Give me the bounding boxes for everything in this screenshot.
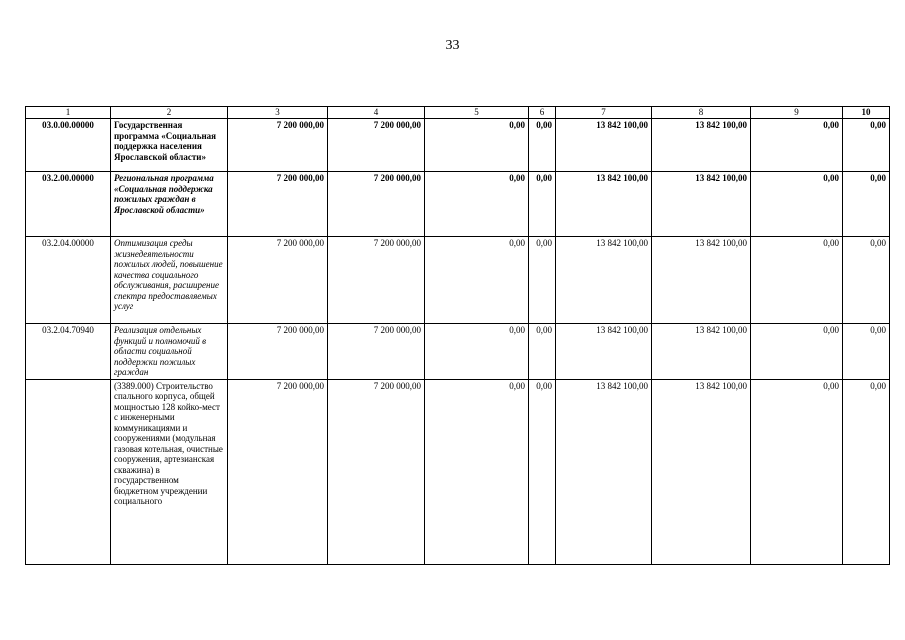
row-value: 7 200 000,00	[328, 237, 425, 324]
row-value: 13 842 100,00	[652, 379, 751, 564]
row-value: 7 200 000,00	[328, 172, 425, 237]
row-value: 0,00	[843, 324, 890, 380]
row-name: Региональная программа «Социальная поддержка пожилых граждан в Ярославской области»	[111, 172, 228, 237]
row-name: Реализация отдельных функций и полномочий в области социальной поддержки пожилых граждан	[111, 324, 228, 380]
row-value: 0,00	[843, 379, 890, 564]
row-value: 0,00	[843, 119, 890, 172]
row-value: 0,00	[843, 237, 890, 324]
column-header: 7	[556, 107, 652, 119]
budget-table	[25, 106, 890, 565]
column-header: 1	[26, 107, 111, 119]
row-value: 0,00	[751, 119, 843, 172]
row-value: 0,00	[529, 379, 556, 564]
row-value: 13 842 100,00	[556, 379, 652, 564]
row-value: 7 200 000,00	[228, 324, 328, 380]
table-row	[26, 379, 890, 564]
row-value: 0,00	[425, 379, 529, 564]
row-value: 0,00	[425, 172, 529, 237]
row-value: 7 200 000,00	[328, 379, 425, 564]
column-header: 2	[111, 107, 228, 119]
row-value: 0,00	[751, 379, 843, 564]
column-header: 8	[652, 107, 751, 119]
row-code	[26, 379, 111, 564]
column-header: 6	[529, 107, 556, 119]
row-value: 0,00	[751, 324, 843, 380]
row-value: 7 200 000,00	[228, 119, 328, 172]
column-header: 3	[228, 107, 328, 119]
row-value: 13 842 100,00	[556, 119, 652, 172]
column-header: 5	[425, 107, 529, 119]
row-value: 13 842 100,00	[652, 119, 751, 172]
row-value: 7 200 000,00	[328, 119, 425, 172]
row-code: 03.2.04.00000	[26, 237, 111, 324]
column-header: 4	[328, 107, 425, 119]
row-value: 0,00	[529, 172, 556, 237]
table-row	[26, 119, 890, 172]
row-value: 0,00	[529, 119, 556, 172]
row-value: 13 842 100,00	[556, 237, 652, 324]
row-value: 13 842 100,00	[556, 324, 652, 380]
row-value: 13 842 100,00	[652, 237, 751, 324]
column-header: 10	[843, 107, 890, 119]
row-name: Оптимизация среды жизнедеятельности пожилых людей, повышение качества социального обслуживания, расширение спектра предоставляемых услуг	[111, 237, 228, 324]
row-value: 7 200 000,00	[228, 237, 328, 324]
row-value: 0,00	[529, 237, 556, 324]
table-row	[26, 237, 890, 324]
column-header: 9	[751, 107, 843, 119]
row-value: 7 200 000,00	[228, 172, 328, 237]
row-name: Государственная программа «Социальная поддержка населения Ярославской области»	[111, 119, 228, 172]
row-code: 03.2.00.00000	[26, 172, 111, 237]
row-value: 7 200 000,00	[328, 324, 425, 380]
row-value: 0,00	[751, 172, 843, 237]
row-name: (3389.000) Строительство спального корпуса, общей мощностью 128 койко-мест с инженерными коммуникациями и сооружениями (модульная газовая котельная, очистные сооружения, артезианская скважина) в государственном бюджетном учреждении социального	[111, 379, 228, 564]
row-value: 0,00	[425, 119, 529, 172]
row-code: 03.2.04.70940	[26, 324, 111, 380]
table-row	[26, 172, 890, 237]
table-row	[26, 324, 890, 380]
row-value: 0,00	[529, 324, 556, 380]
row-value: 0,00	[425, 237, 529, 324]
header-row	[26, 107, 890, 119]
page-number: 33	[445, 38, 460, 53]
row-value: 7 200 000,00	[228, 379, 328, 564]
row-value: 0,00	[425, 324, 529, 380]
row-value: 13 842 100,00	[652, 324, 751, 380]
row-code: 03.0.00.00000	[26, 119, 111, 172]
row-value: 13 842 100,00	[556, 172, 652, 237]
row-value: 13 842 100,00	[652, 172, 751, 237]
row-value: 0,00	[843, 172, 890, 237]
row-value: 0,00	[751, 237, 843, 324]
